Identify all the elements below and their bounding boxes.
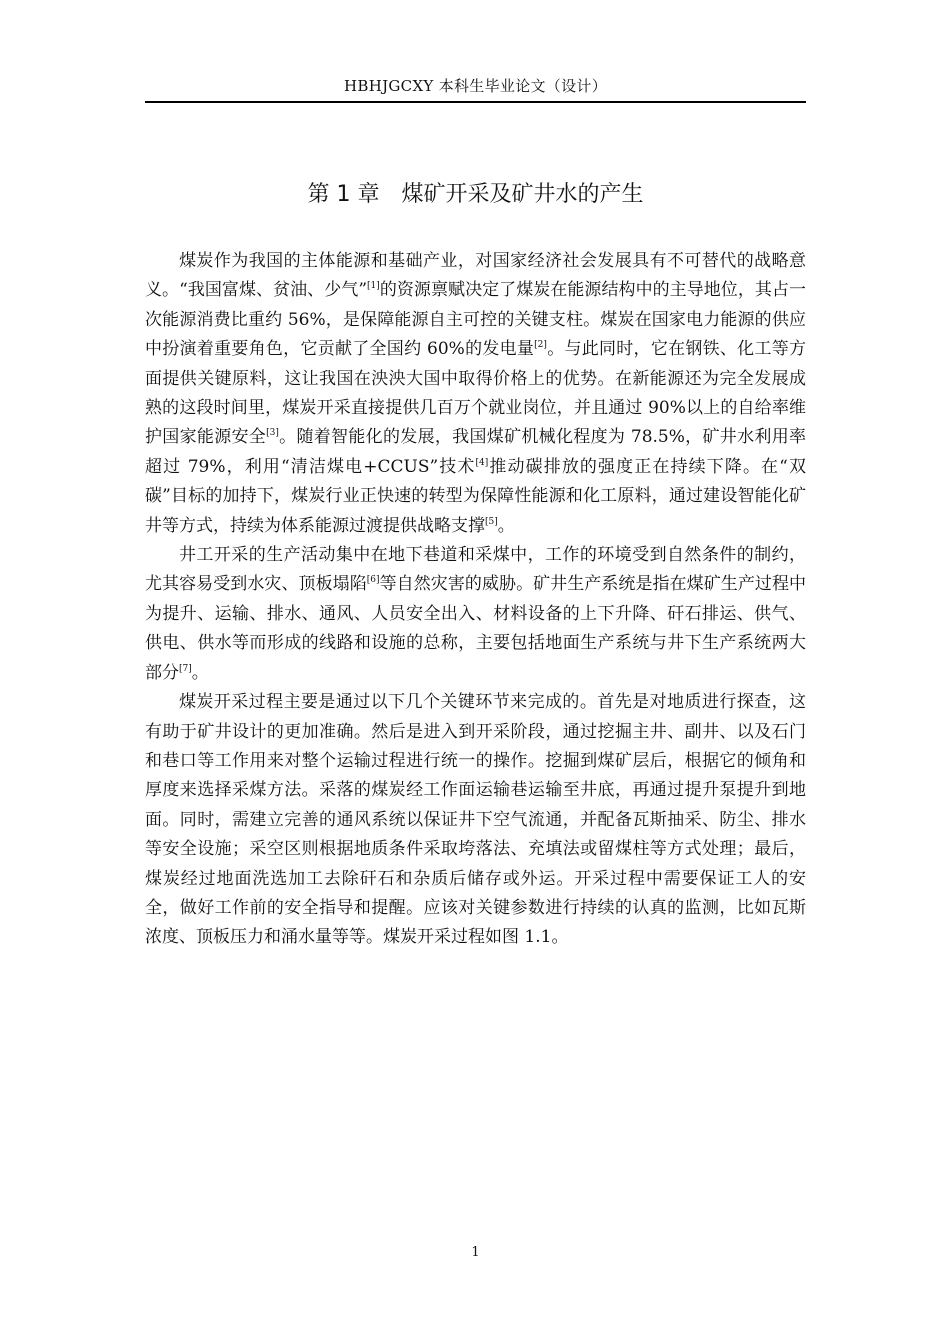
paragraph <box>145 688 806 953</box>
paragraph <box>145 247 806 541</box>
chapter-title: 第 1 章 煤矿开采及矿井水的产生 <box>307 182 644 207</box>
text-run: 井工开采的生产活动集中在地下巷道和采煤中，工作的环境受到自然条件的制约，尤其容易受到水灾、顶板塌陷 <box>145 545 806 595</box>
header-divider <box>145 101 806 103</box>
citation-ref: [3] <box>266 428 279 439</box>
text-run: 煤炭开采过程主要是通过以下几个关键环节来完成的。首先是对地质进行探查，这有助于矿井设计的更加准确。然后是进入到开采阶段，通过挖掘主井、副井、以及石门和巷口等工作用来对整个运输过程进行统一的操作。挖掘到煤矿层后，根据它的倾角和厚度来选择采煤方法。采落的煤炭经工作面运输巷运输至井底，再通过提升泵提升到地面。同时，需建立完善的通风系统以保证井下空气流通，并配备瓦斯抽采、防尘、排水等安全设施；采空区则根据地质条件采取垮落法、充填法或留煤柱等方式处理；最后，煤炭经过地面洗选加工去除矸石和杂质后储存或外运。开采过程中需要保证工人的安全，做好工作前的安全指导和提醒。应该对关键参数进行持续的认真的监测，比如瓦斯浓度、顶板压力和涌水量等等。煤炭开采过程如图 1.1。 <box>145 692 806 948</box>
paragraph <box>145 541 806 688</box>
text-run: 。与此同时，它在钢铁、化工等方面提供关键原料，这让我国在泱泱大国中取得价格上的优势。在新能源还为完全发展成熟的这段时间里，煤炭开采直接提供几百万个就业岗位，并且通过 90%以上的自给率维护国家能源安全 <box>145 339 806 448</box>
text-run: 。 <box>191 662 209 683</box>
text-run: 的资源禀赋决定了煤炭在能源结构中的主导地位，其占一次能源消费比重约 56%，是保障能源自主可控的关键支柱。煤炭在国家电力能源的供应中扮演着重要角色，它贡献了全国约 60%的发电量 <box>145 280 807 360</box>
page-header: HBHJGCXY 本科生毕业论文（设计） <box>343 77 607 95</box>
body-text <box>145 247 806 953</box>
text-run: 。 <box>497 515 515 536</box>
text-run: 煤炭作为我国的主体能源和基础产业，对国家经济社会发展具有不可替代的战略意义。“我国富煤、贫油、少气” <box>145 251 806 301</box>
text-run: 推动碳排放的强度正在持续下降。在“双碳”目标的加持下，煤炭行业正快速的转型为保障性能源和化工原料，通过建设智能化矿井等方式，持续为体系能源过渡提供战略支撑 <box>145 456 806 536</box>
citation-ref: [2] <box>534 340 547 351</box>
citation-ref: [7] <box>179 663 192 674</box>
page-number: 1 <box>471 1245 480 1260</box>
citation-ref: [1] <box>367 281 380 292</box>
citation-ref: [4] <box>475 457 489 468</box>
citation-ref: [6] <box>366 575 380 586</box>
text-run: 等自然灾害的威胁。矿井生产系统是指在煤矿生产过程中为提升、运输、排水、通风、人员安全出入、材料设备的上下升降、矸石排运、供气、供电、供水等而形成的线路和设施的总称，主要包括地面生产系统与井下生产系统两大部分 <box>145 574 807 683</box>
text-run: 。随着智能化的发展，我国煤矿机械化程度为 78.5%，矿井水利用率超过 79%，利用“清洁煤电+CCUS”技术 <box>145 427 806 477</box>
citation-ref: [5] <box>485 516 498 527</box>
